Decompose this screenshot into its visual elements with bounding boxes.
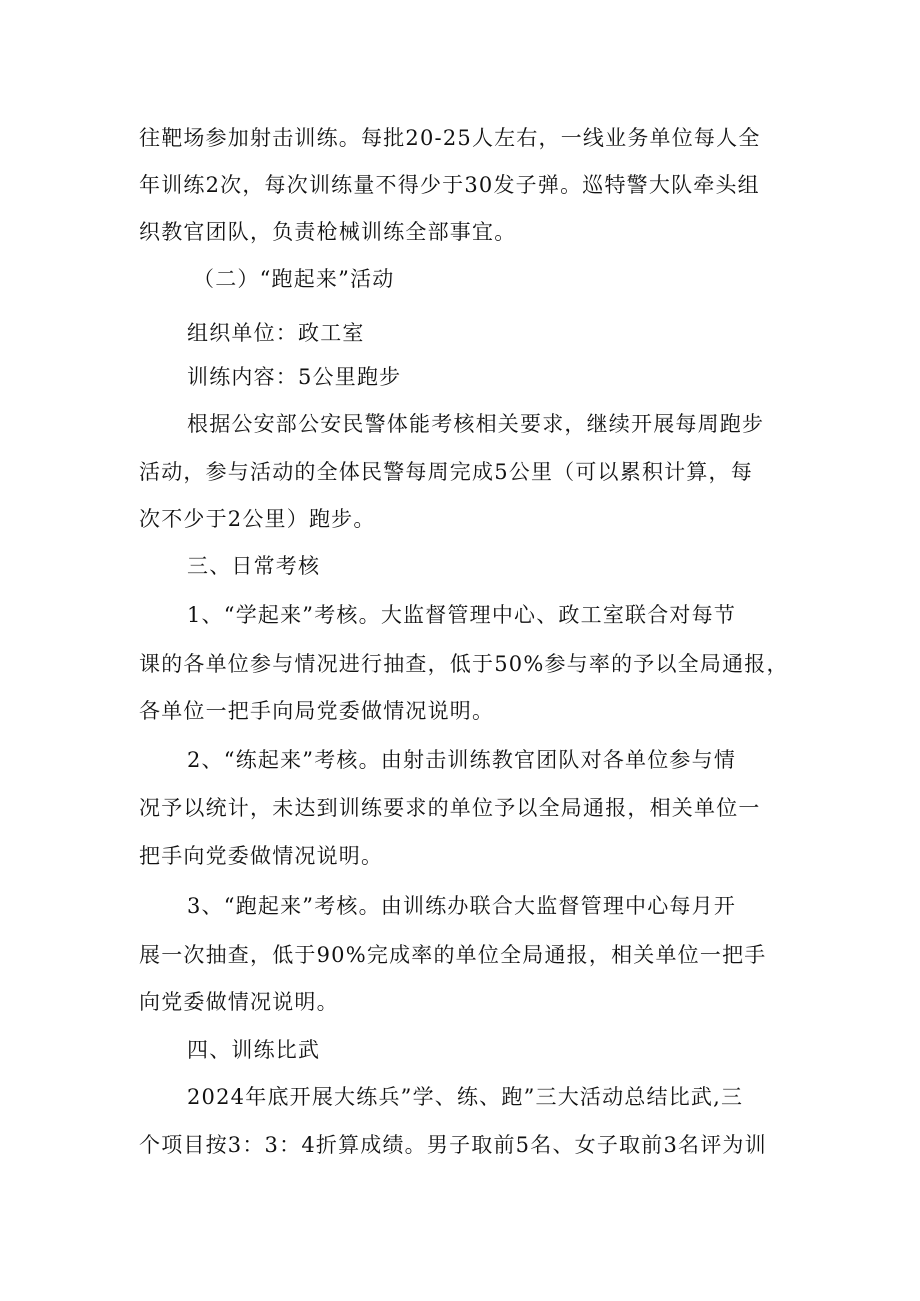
paragraph-line-18: 展一次抽查，低于90%完成率的单位全局通报，相关单位一把手 (139, 943, 767, 967)
section-heading-run: （二）“跑起来”活动 (193, 267, 395, 291)
paragraph-line-8: 活动，参与活动的全体民警每周完成5公里（可以累积计算，每 (139, 460, 753, 484)
paragraph-line-15: 况予以统计，未达到训练要求的单位予以全局通报，相关单位一 (139, 796, 761, 820)
paragraph-line-14: 2、“练起来”考核。由射击训练教官团队对各单位参与情 (187, 748, 737, 772)
section-heading-competition: 四、训练比武 (187, 1038, 321, 1062)
paragraph-line-21: 2024年底开展大练兵”学、练、跑”三大活动总结比武,三 (187, 1085, 744, 1109)
paragraph-line-17: 3、“跑起来”考核。由训练办联合大监督管理中心每月开 (187, 894, 737, 918)
paragraph-line-13: 各单位一把手向局党委做情况说明。 (139, 699, 495, 723)
paragraph-line-2: 年训练2次，每次训练量不得少于30发子弹。巡特警大队牵头组 (139, 173, 760, 197)
paragraph-line-7: 根据公安部公安民警体能考核相关要求，继续开展每周跑步 (187, 412, 765, 436)
section-heading-daily-assessment: 三、日常考核 (187, 554, 321, 578)
organizer-line: 组织单位：政工室 (187, 321, 365, 345)
paragraph-line-22: 个项目按3：3：4折算成绩。男子取前5名、女子取前3名评为训 (139, 1133, 767, 1157)
paragraph-line-11: 1、“学起来”考核。大监督管理中心、政工室联合对每节 (187, 603, 737, 627)
training-content-line: 训练内容：5公里跑步 (187, 365, 402, 389)
paragraph-line-19: 向党委做情况说明。 (139, 990, 339, 1014)
paragraph-line-1: 往靶场参加射击训练。每批20-25人左右，一线业务单位每人全 (139, 126, 761, 150)
paragraph-line-12: 课的各单位参与情况进行抽查，低于50%参与率的予以全局通报， (139, 652, 789, 676)
paragraph-line-9: 次不少于2公里）跑步。 (139, 507, 376, 531)
paragraph-line-3: 织教官团队，负责枪械训练全部事宜。 (139, 220, 517, 244)
paragraph-line-16: 把手向党委做情况说明。 (139, 844, 384, 868)
